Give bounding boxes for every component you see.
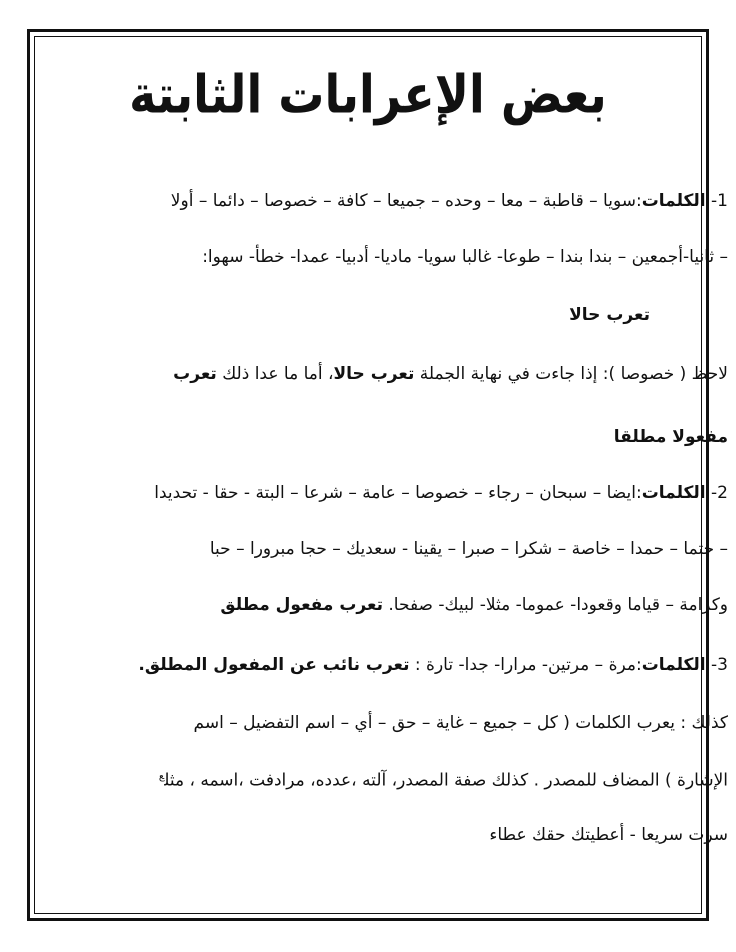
section3-words: :مرة – مرتين- مرارا- جدا- تارة : [414,655,642,675]
page-title: بعض الإعرابات الثابتة [129,62,607,126]
section1-line2 [8,244,728,270]
also-words-line2: الإشارة ) المضاف للمصدر . كذلك صفة المصدر، آلته ،عدده، مرادفت ،اسمه ، مثل [164,770,728,791]
section2-line2 [8,536,728,562]
section2-line1 [8,480,728,506]
section3-line [8,652,728,678]
section2-conclusion: تعرب مفعول مطلق [220,595,383,615]
note-prefix: لاحظ ( خصوصا ): إذا جاءت في نهاية الجملة [419,364,728,384]
section3-number: 3- [711,655,728,675]
section1-words-line1: :سويا – قاطبة – معا – وحده – جميعا – كافة – خصوصا – دائما – أولا [170,191,642,211]
section2-words-line2: – حتما – حمدا – خاصة – شكرا – صبرا – يقينا - سعديك – حجا مبرورا – حبا [209,539,728,559]
section1-number: 1- [711,191,728,211]
also-example: سرت سريعا - أعطيتك حقك عطاء [489,825,728,845]
note-line2: مفعولا مطلقا [613,427,728,447]
document-content [40,40,696,126]
section3-conclusion: تعرب نائب عن المفعول المطلق. [138,655,410,675]
also-line2 [8,764,728,794]
note-bold2: تعرب [173,364,217,384]
section2-number: 2- [711,483,728,503]
section1-label: الكلمات [641,191,706,211]
section2-words-line1: :ايضا – سبحان – رجاء – خصوصا – عامة – شرعا – البتة - حقا - تحديدا [154,483,642,503]
also-line1: كذلك : يعرب الكلمات ( كل – جميع – غاية – حق – أي – اسم التفضيل – اسم [193,713,728,733]
also-superscript-mark: ع [158,771,165,782]
note-bold1: تعرب حالا [333,364,415,384]
section1-line1 [8,188,728,214]
section3-label: الكلمات [641,655,706,675]
section2-words-line3: وكرامة – قياما وقعودا- عموما- مثلا- لبيك- صفحا. [388,595,728,615]
section2-label: الكلمات [641,483,706,503]
section2-line3 [8,592,728,618]
note-line1 [8,361,728,387]
section1-words-line2: – ثانيا-أجمعين – بندا بندا – طوعا- غالبا سويا- ماديا- أدبيا- عمدا- خطأ- سهوا: [202,247,728,267]
section1-conclusion: تعرب حالا [569,305,650,325]
note-middle: ، أما ما عدا ذلك [222,364,334,384]
